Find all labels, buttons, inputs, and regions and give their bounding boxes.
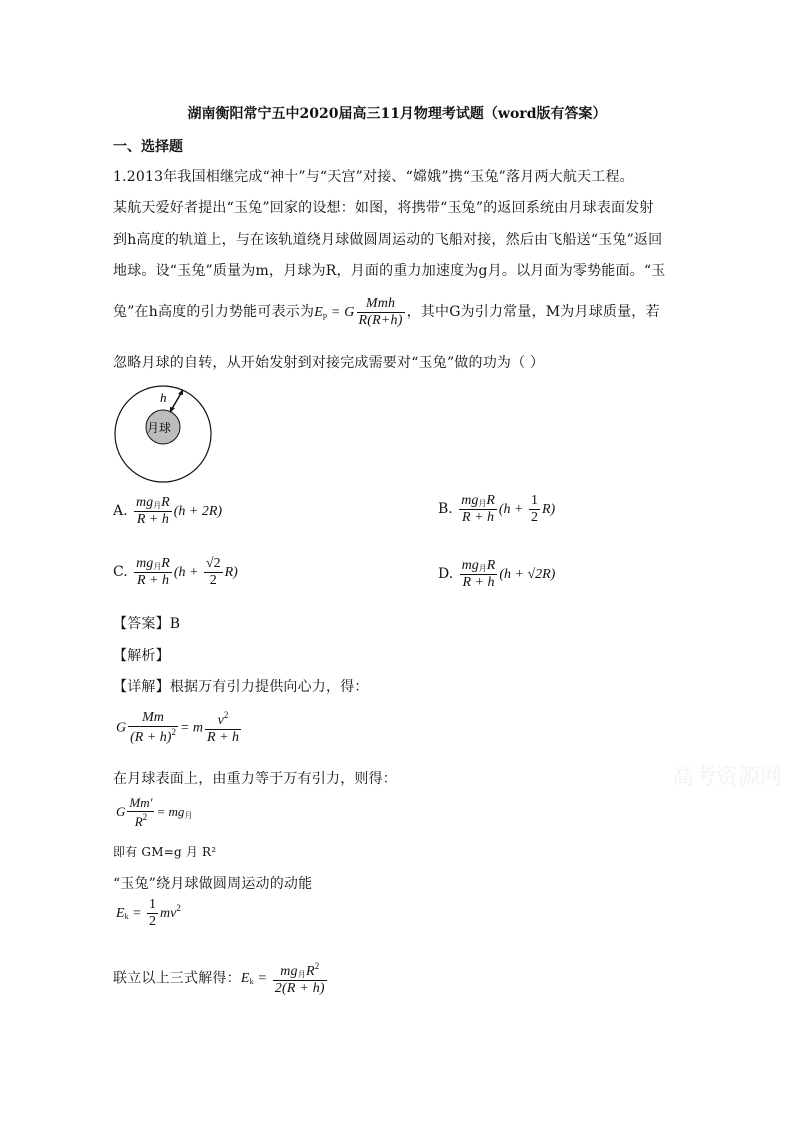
section-heading: 一、选择题 [113, 139, 183, 155]
question-line-5 [113, 296, 660, 329]
arrow-head-bottom [170, 407, 175, 413]
centripetal-equation: G $\frac{Mm}{(R + h)^2}$ = m $\frac{v^2}{R + h}$ [116, 710, 240, 746]
detail-line [113, 676, 369, 696]
option-b-label: B. [438, 500, 453, 517]
moon-label: 月球 [147, 421, 172, 435]
question-line-5-pre: 兔”在h高度的引力势能可表示为 [113, 303, 315, 320]
kinetic-text: “玉兔”绕月球做圆周运动的动能 [113, 876, 313, 892]
potential-energy-formula: $E_p = G$ $\frac{\text{Mmh}}{R(R+h)}$ [314, 296, 403, 329]
question-line-6: 忽略月球的自转，从开始发射到对接完成需要对“玉兔”做的功为（ ） [113, 355, 545, 371]
watermark-text: 高考资源网 [671, 765, 782, 790]
question-line-4: 地球。设“玉兔”质量为m，月球为R，月面的重力加速度为g月。以月面为零势能面。“玉 [113, 263, 666, 279]
option-d-formula: $\frac{mg_月R}{R + h}$ (h + √2R) [461, 558, 556, 591]
option-c-formula: $\frac{mg_月R}{R + h}$ (h + $\frac{√2}{2}$ R) [136, 556, 238, 589]
analysis-heading: 【解析】 [113, 648, 170, 664]
question-line-3: 到h高度的轨道上，与在该轨道绕月球做圆周运动的飞船对接，然后由飞船送“玉兔”返回 [113, 232, 663, 248]
surface-text: 在月球表面上，由重力等于万有引力，则得： [113, 771, 397, 787]
question-line-5-post: ，其中G为引力常量，M为月球质量，若 [406, 303, 660, 320]
question-line-1: 1.2013年我国相继完成“神十”与“天宫”对接、“嫦娥”携“玉兔”落月两大航天工程。 [113, 169, 634, 185]
gm-relation: 即有 GM=g 月 R² [113, 845, 217, 859]
option-d-label: D. [438, 565, 454, 582]
height-label: h [160, 390, 167, 405]
option-a[interactable] [113, 495, 222, 528]
detail-label: 【详解】 [113, 679, 170, 695]
option-a-formula: $\frac{mg_月R}{R + h}$ (h + 2R) [136, 495, 223, 528]
answer: 【答案】B [113, 616, 181, 632]
option-c[interactable] [113, 556, 238, 589]
option-d[interactable] [438, 558, 555, 591]
moon-orbit-figure [112, 385, 214, 483]
question-line-2: 某航天爱好者提出“玉兔”回家的设想：如图，将携带“玉兔”的返回系统由月球表面发射 [113, 200, 654, 216]
page-title: 湖南衡阳常宁五中2020届高三11月物理考试题（word版有答案） [187, 106, 607, 122]
option-b-formula: $\frac{mg_月R}{R + h}$ (h + $\frac{1}{2}$ R) [461, 493, 556, 526]
kinetic-energy-equation: $E_k$ = $\frac{1}{2}$ $mv^2$ [116, 897, 181, 930]
option-a-label: A. [113, 502, 128, 519]
option-c-label: C. [113, 563, 128, 580]
detail-text: 根据万有引力提供向心力，得： [169, 679, 369, 695]
option-b[interactable] [438, 493, 555, 526]
combine-text: 联立以上三式解得： [113, 970, 241, 987]
combine-line [113, 961, 329, 997]
final-result-formula: $E_k$ = $\frac{mg_月R^2}{2(R + h)}$ [240, 961, 325, 997]
surface-gravity-equation: G $\frac{Mm'}{R^2}$ = $mg_月$ [116, 795, 193, 829]
